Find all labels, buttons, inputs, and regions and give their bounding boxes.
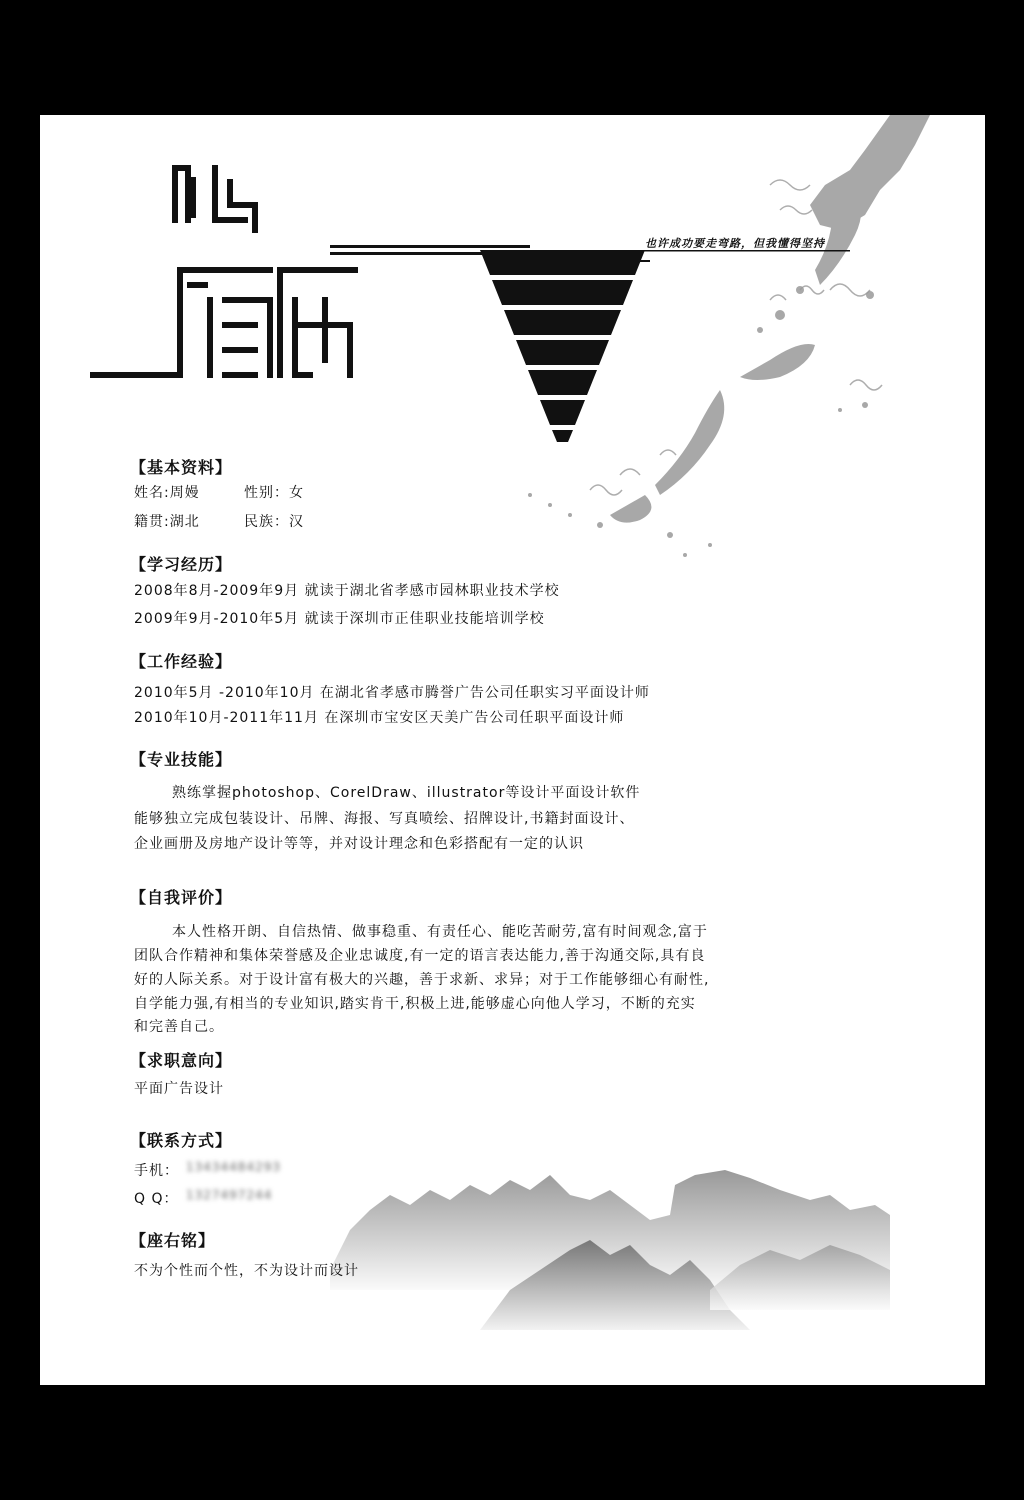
skills-heading: 【专业技能】: [130, 750, 233, 769]
education-item: 2009年9月-2010年5月 就读于深圳市正佳职业技能培训学校: [134, 611, 545, 627]
title-graphic: [90, 160, 650, 460]
skills-line: 熟练掌握photoshop、CorelDraw、illustrator等设计平面设计软件: [172, 785, 641, 801]
motto-underline: [640, 250, 850, 254]
self-eval-line: 自学能力强,有相当的专业知识,踏实肯干,积极上进,能够虚心向他人学习，不断的充实: [134, 996, 696, 1012]
qq-value: 1327497244: [186, 1188, 273, 1202]
objective-value: 平面广告设计: [134, 1081, 224, 1097]
mountain-ink-decoration: [330, 1170, 890, 1330]
motto-value: 不为个性而个性，不为设计而设计: [134, 1263, 359, 1279]
work-item: 2010年10月-2011年11月 在深圳市宝安区天美广告公司任职平面设计师: [134, 710, 625, 726]
phone-value: 13434484293: [186, 1160, 281, 1174]
skills-line: 能够独立完成包装设计、吊牌、海报、写真喷绘、招牌设计,书籍封面设计、: [134, 811, 635, 827]
objective-heading: 【求职意向】: [130, 1051, 233, 1070]
motto-heading: 【座右铭】: [130, 1231, 216, 1250]
education-item: 2008年8月-2009年9月 就读于湖北省孝感市园林职业技术学校: [134, 583, 560, 599]
work-item: 2010年5月 -2010年10月 在湖北省孝感市腾誉广告公司任职实习平面设计师: [134, 685, 650, 701]
self-eval-line: 本人性格开朗、自信热情、做事稳重、有责任心、能吃苦耐劳,富有时间观念,富于: [172, 924, 708, 940]
self-eval-heading: 【自我评价】: [130, 888, 233, 907]
contact-heading: 【联系方式】: [130, 1131, 233, 1150]
ethnicity-field: 民族：汉: [244, 514, 304, 530]
self-eval-line: 好的人际关系。对于设计富有极大的兴趣，善于求新、求异；对于工作能够细心有耐性,: [134, 972, 710, 988]
resume-page: [40, 115, 985, 1385]
gender-field: 性别：女: [244, 485, 304, 501]
education-heading: 【学习经历】: [130, 555, 233, 574]
self-eval-line: 和完善自己。: [134, 1019, 224, 1035]
work-heading: 【工作经验】: [130, 652, 233, 671]
qq-label: Q Q：: [134, 1191, 179, 1207]
top-motto: 也许成功要走弯路，但我懂得坚持: [645, 237, 825, 250]
skills-line: 企业画册及房地产设计等等，并对设计理念和色彩搭配有一定的认识: [134, 836, 584, 852]
name-field: 姓名:周嫚: [134, 485, 200, 501]
self-eval-line: 团队合作精神和集体荣誉感及企业忠诚度,有一定的语言表达能力,善于沟通交际,具有良: [134, 948, 706, 964]
hometown-field: 籍贯:湖北: [134, 514, 200, 530]
basic-info-heading: 【基本资料】: [130, 458, 233, 477]
phone-label: 手机：: [134, 1163, 179, 1179]
